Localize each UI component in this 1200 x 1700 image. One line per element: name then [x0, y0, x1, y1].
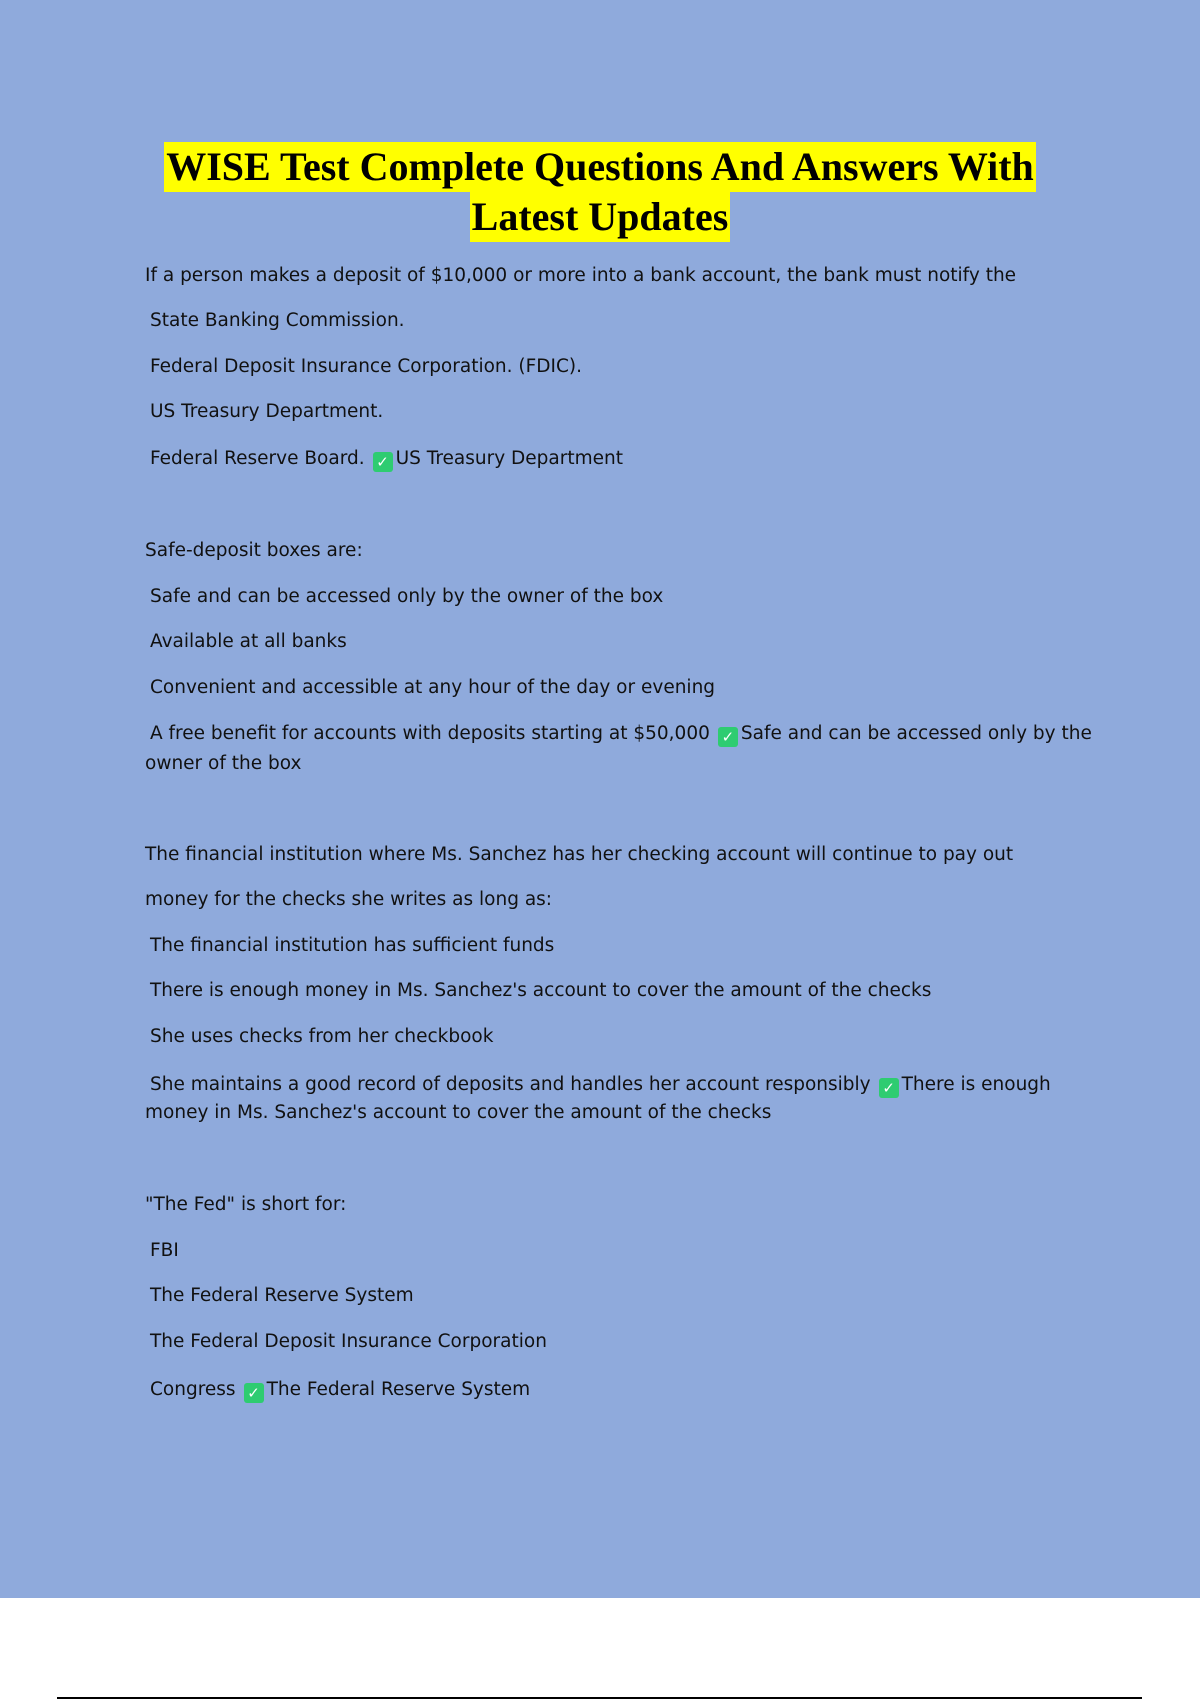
check-mark-icon: ✓: [244, 1383, 264, 1403]
correct-answer: The Federal Reserve System: [266, 1379, 531, 1400]
answer-option: Congress: [150, 1379, 236, 1400]
question-stem: If a person makes a deposit of $10,000 or more into a bank account, the bank must notify the: [145, 265, 1017, 286]
answer-option: A free benefit for accounts with deposits starting at $50,000: [150, 723, 710, 744]
document-title: [0, 142, 1200, 242]
question-stem: money for the checks she writes as long as:: [145, 889, 553, 910]
answer-option: Safe and can be accessed only by the owner of the box: [150, 586, 664, 607]
correct-answer: US Treasury Department: [395, 448, 624, 469]
answer-option: US Treasury Department.: [150, 401, 384, 422]
answer-option: There is enough money in Ms. Sanchez's account to cover the amount of the checks: [150, 980, 932, 1001]
title-line-2: Latest Updates: [470, 192, 731, 242]
answer-option: Federal Deposit Insurance Corporation. (FDIC).: [150, 356, 582, 377]
question-stem: Safe-deposit boxes are:: [145, 540, 363, 561]
answer-option-with-answer: [150, 447, 623, 472]
answer-option: Convenient and accessible at any hour of the day or evening: [150, 677, 716, 698]
answer-option: The Federal Reserve System: [150, 1285, 414, 1306]
correct-answer-continued: owner of the box: [145, 753, 302, 774]
answer-option: The financial institution has sufficient funds: [150, 935, 555, 956]
check-mark-icon: ✓: [718, 727, 738, 747]
check-mark-icon: ✓: [879, 1078, 899, 1098]
answer-option: The Federal Deposit Insurance Corporation: [150, 1331, 547, 1352]
answer-option: She maintains a good record of deposits and handles her account responsibly: [150, 1074, 871, 1095]
answer-option: She uses checks from her checkbook: [150, 1026, 494, 1047]
answer-option-with-answer: [150, 1378, 530, 1403]
answer-option: FBI: [150, 1240, 179, 1261]
answer-option-with-answer: [150, 722, 1092, 747]
footer-divider: [57, 1697, 1142, 1699]
correct-answer: Safe and can be accessed only by the: [740, 723, 1092, 744]
answer-option-with-answer: [150, 1073, 1051, 1098]
check-mark-icon: ✓: [373, 452, 393, 472]
answer-option: Available at all banks: [150, 631, 347, 652]
title-line-1: WISE Test Complete Questions And Answers With: [164, 142, 1036, 192]
answer-option: Federal Reserve Board.: [150, 448, 365, 469]
correct-answer-continued: money in Ms. Sanchez's account to cover the amount of the checks: [145, 1102, 772, 1123]
correct-answer: There is enough: [901, 1074, 1051, 1095]
question-stem: The financial institution where Ms. Sanchez has her checking account will continue to pay out: [145, 844, 1014, 865]
answer-option: State Banking Commission.: [150, 310, 405, 331]
question-stem: "The Fed" is short for:: [145, 1194, 347, 1215]
